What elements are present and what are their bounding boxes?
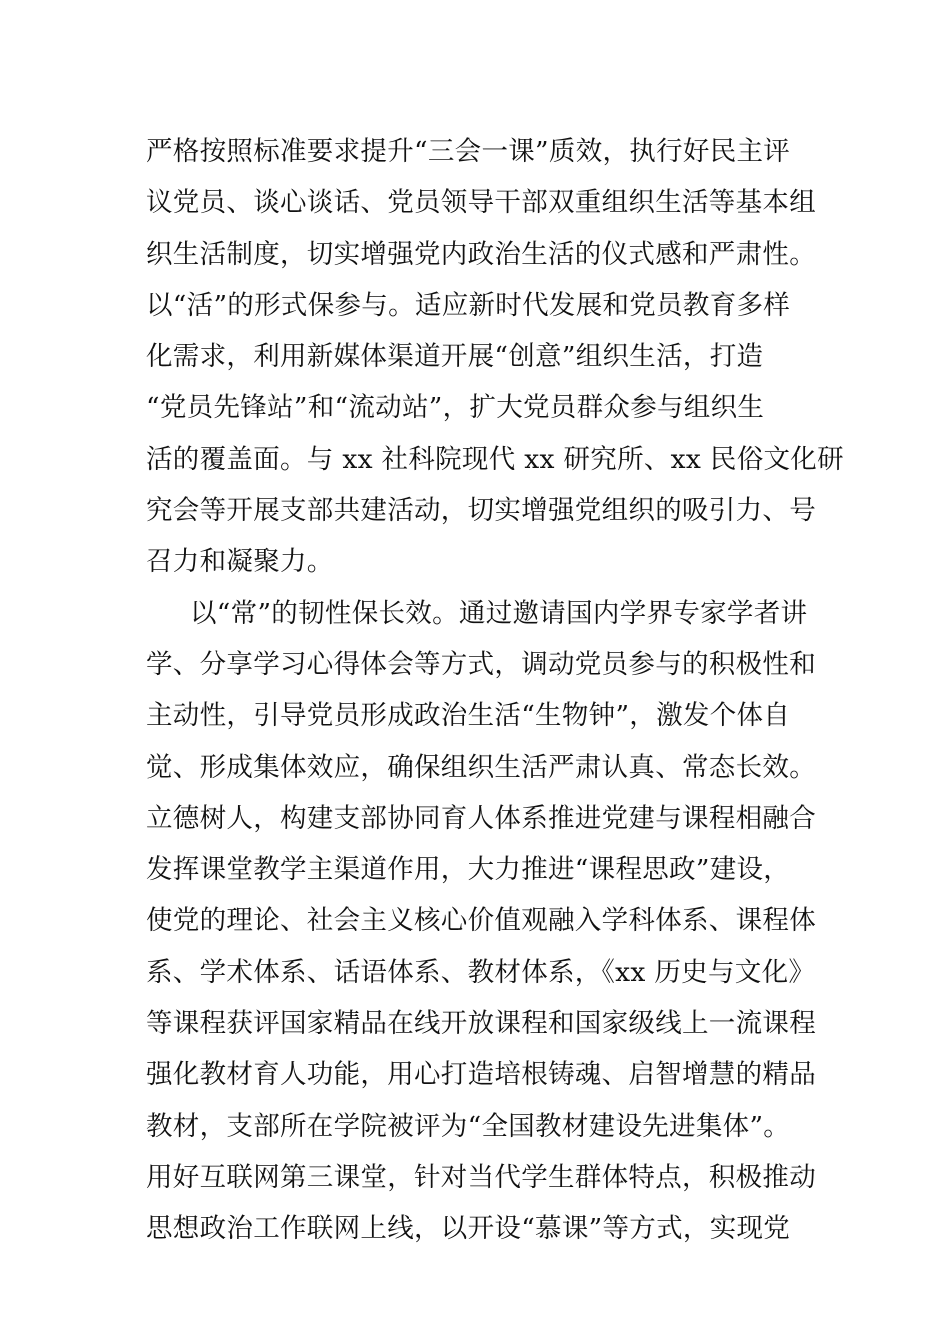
text-line: 学、分享学习心得体会等方式，调动党员参与的积极性和 [146,648,816,680]
text-line: 织生活制度，切实增强党内政治生活的仪式感和严肃性。 [146,238,816,270]
text-line: 议党员、谈心谈话、党员领导干部双重组织生活等基本组 [146,187,816,219]
text-line: 以“活”的形式保参与。适应新时代发展和党员教育多样 [146,289,791,321]
text-line: 化需求，利用新媒体渠道开展“创意”组织生活，打造 [146,341,764,373]
text-line: 使党的理论、社会主义核心价值观融入学科体系、课程体 [146,905,816,937]
text-line: 主动性，引导党员形成政治生活“生物钟”，激发个体自 [146,700,791,732]
text-line: 严格按照标准要求提升“三会一课”质效，执行好民主评 [146,136,791,167]
text-line: 活的覆盖面。与 xx 社科院现代 xx 研究所、xx 民俗文化研 [146,443,844,475]
body-text [146,126,844,1255]
text-line: “党员先锋站”和“流动站”，扩大党员群众参与组织生 [146,392,765,424]
text-line: 觉、形成集体效应，确保组织生活严肃认真、常态长效。 [146,751,816,783]
text-line: 发挥课堂教学主渠道作用，大力推进“课程思政”建设， [146,854,791,886]
text-line: 立德树人，构建支部协同育人体系推进党建与课程相融合 [146,802,816,834]
text-line: 系、学术体系、话语体系、教材体系，《xx 历史与文化》 [146,956,816,988]
text-line: 教材，支部所在学院被评为“全国教材建设先进集体”。 [146,1110,791,1142]
text-line: 强化教材育人功能，用心打造培根铸魂、启智增慧的精品 [146,1059,816,1091]
text-line: 召力和凝聚力。 [146,546,334,578]
paragraph-start-line: 以“常”的韧性保长效。通过邀请国内学界专家学者讲 [190,597,808,629]
text-line: 等课程获评国家精品在线开放课程和国家级线上一流课程 [146,1008,816,1040]
text-line: 用好互联网第三课堂，针对当代学生群体特点，积极推动 [146,1161,816,1193]
text-line: 究会等开展支部共建活动，切实增强党组织的吸引力、号 [146,495,816,527]
text-line: 思想政治工作联网上线，以开设“慕课”等方式，实现党 [146,1213,791,1245]
